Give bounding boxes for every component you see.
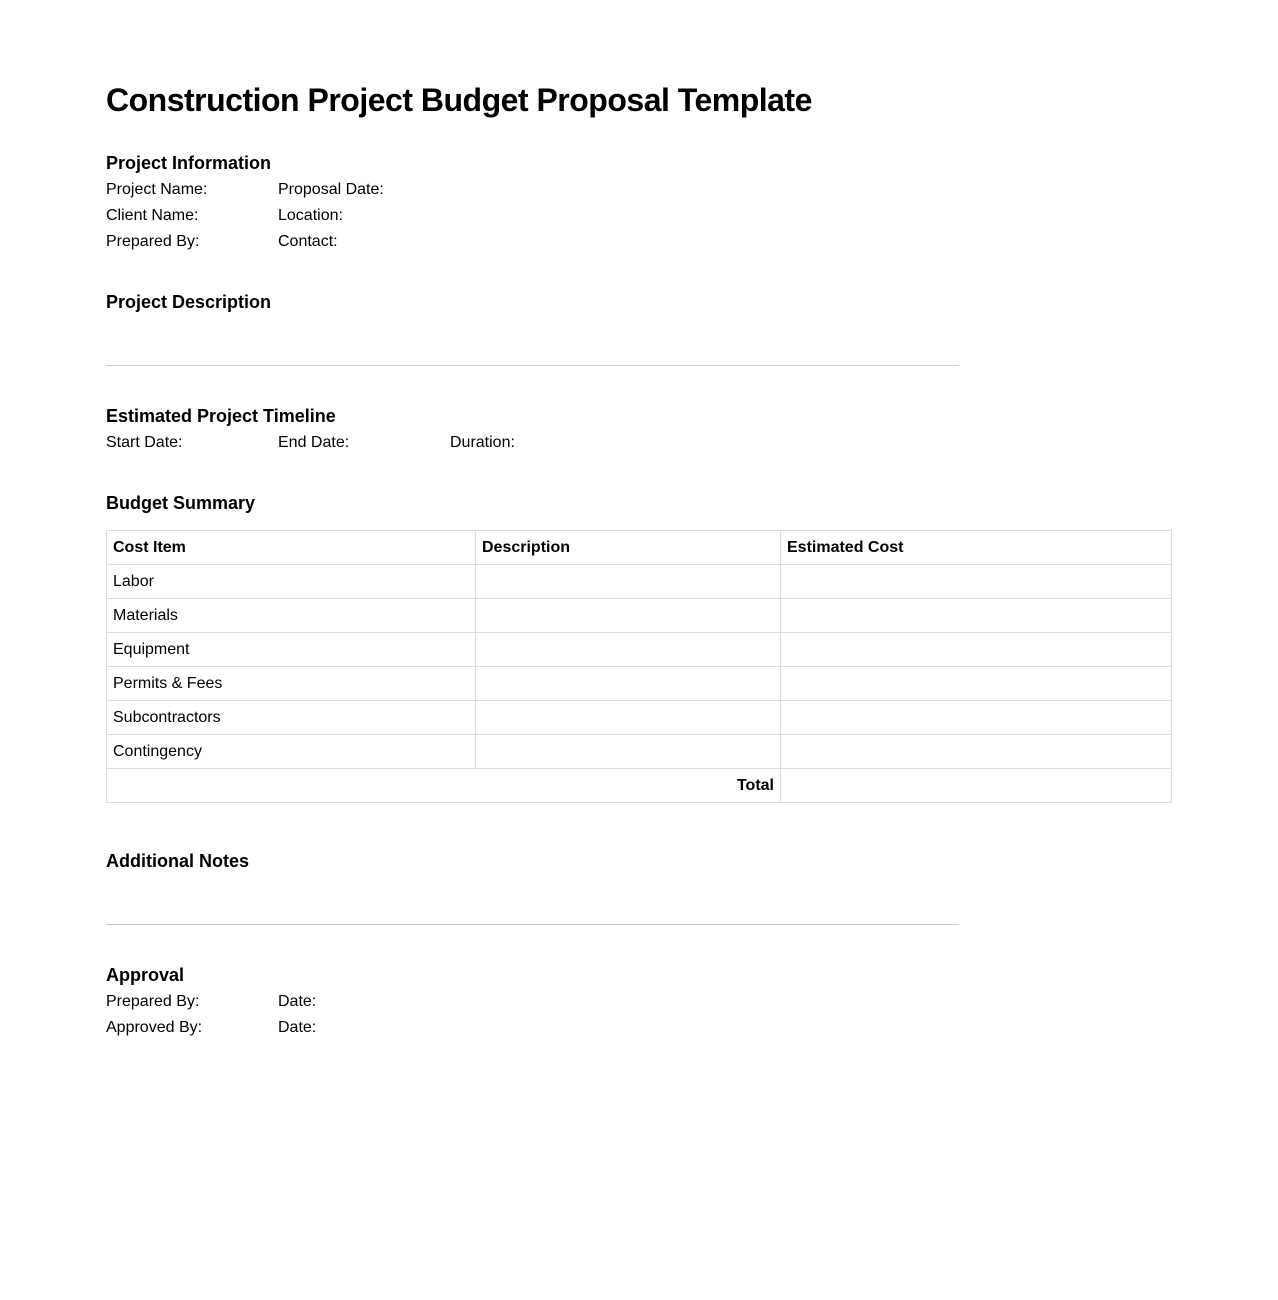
field-label: End Date: (278, 434, 350, 451)
field-label: Project Name: (106, 181, 208, 198)
column-header: Estimated Cost (781, 531, 1172, 565)
field-label: Contact: (278, 233, 338, 250)
cost-cell[interactable] (781, 633, 1172, 667)
budget-table (106, 530, 1172, 803)
description-cell[interactable] (476, 633, 781, 667)
section-heading-budget-summary: Budget Summary (106, 493, 256, 513)
field-label: Duration: (450, 434, 515, 451)
cost-item: Equipment (107, 633, 476, 667)
approval-row (106, 993, 450, 1011)
cost-cell[interactable] (781, 565, 1172, 599)
field-label: Proposal Date: (278, 181, 384, 198)
page-title: Construction Project Budget Proposal Template (106, 82, 812, 118)
approval-row (106, 1019, 450, 1037)
field-label: Prepared By: (106, 993, 200, 1010)
info-row (106, 181, 450, 199)
description-cell[interactable] (476, 667, 781, 701)
table-row (107, 701, 1172, 735)
table-row (107, 633, 1172, 667)
cost-cell[interactable] (781, 667, 1172, 701)
description-cell[interactable] (476, 599, 781, 633)
table-header-row (107, 531, 1172, 565)
field-label: Client Name: (106, 207, 199, 224)
cost-cell[interactable] (781, 735, 1172, 769)
section-heading-additional-notes: Additional Notes (106, 851, 249, 871)
description-cell[interactable] (476, 701, 781, 735)
info-row (106, 207, 450, 225)
description-cell[interactable] (476, 565, 781, 599)
table-row (107, 599, 1172, 633)
cost-item: Contingency (107, 735, 476, 769)
section-heading-timeline: Estimated Project Timeline (106, 406, 336, 426)
total-cost-cell[interactable] (781, 769, 1172, 803)
divider (106, 924, 959, 925)
total-label: Total (107, 769, 781, 803)
field-label: Start Date: (106, 434, 183, 451)
column-header: Cost Item (107, 531, 476, 565)
cost-item: Labor (107, 565, 476, 599)
table-row (107, 735, 1172, 769)
field-label: Date: (278, 1019, 317, 1036)
cost-cell[interactable] (781, 599, 1172, 633)
column-header: Description (476, 531, 781, 565)
divider (106, 365, 959, 366)
cost-item: Materials (107, 599, 476, 633)
table-row (107, 667, 1172, 701)
timeline-row (106, 434, 622, 452)
table-row (107, 565, 1172, 599)
total-row (107, 769, 1172, 803)
cost-item: Permits & Fees (107, 667, 476, 701)
info-row (106, 233, 450, 251)
cost-item: Subcontractors (107, 701, 476, 735)
description-cell[interactable] (476, 735, 781, 769)
field-label: Location: (278, 207, 343, 224)
field-label: Date: (278, 993, 317, 1010)
cost-cell[interactable] (781, 701, 1172, 735)
field-label: Prepared By: (106, 233, 200, 250)
section-heading-project-information: Project Information (106, 153, 272, 173)
section-heading-project-description: Project Description (106, 292, 272, 312)
section-heading-approval: Approval (106, 965, 185, 985)
field-label: Approved By: (106, 1019, 203, 1036)
